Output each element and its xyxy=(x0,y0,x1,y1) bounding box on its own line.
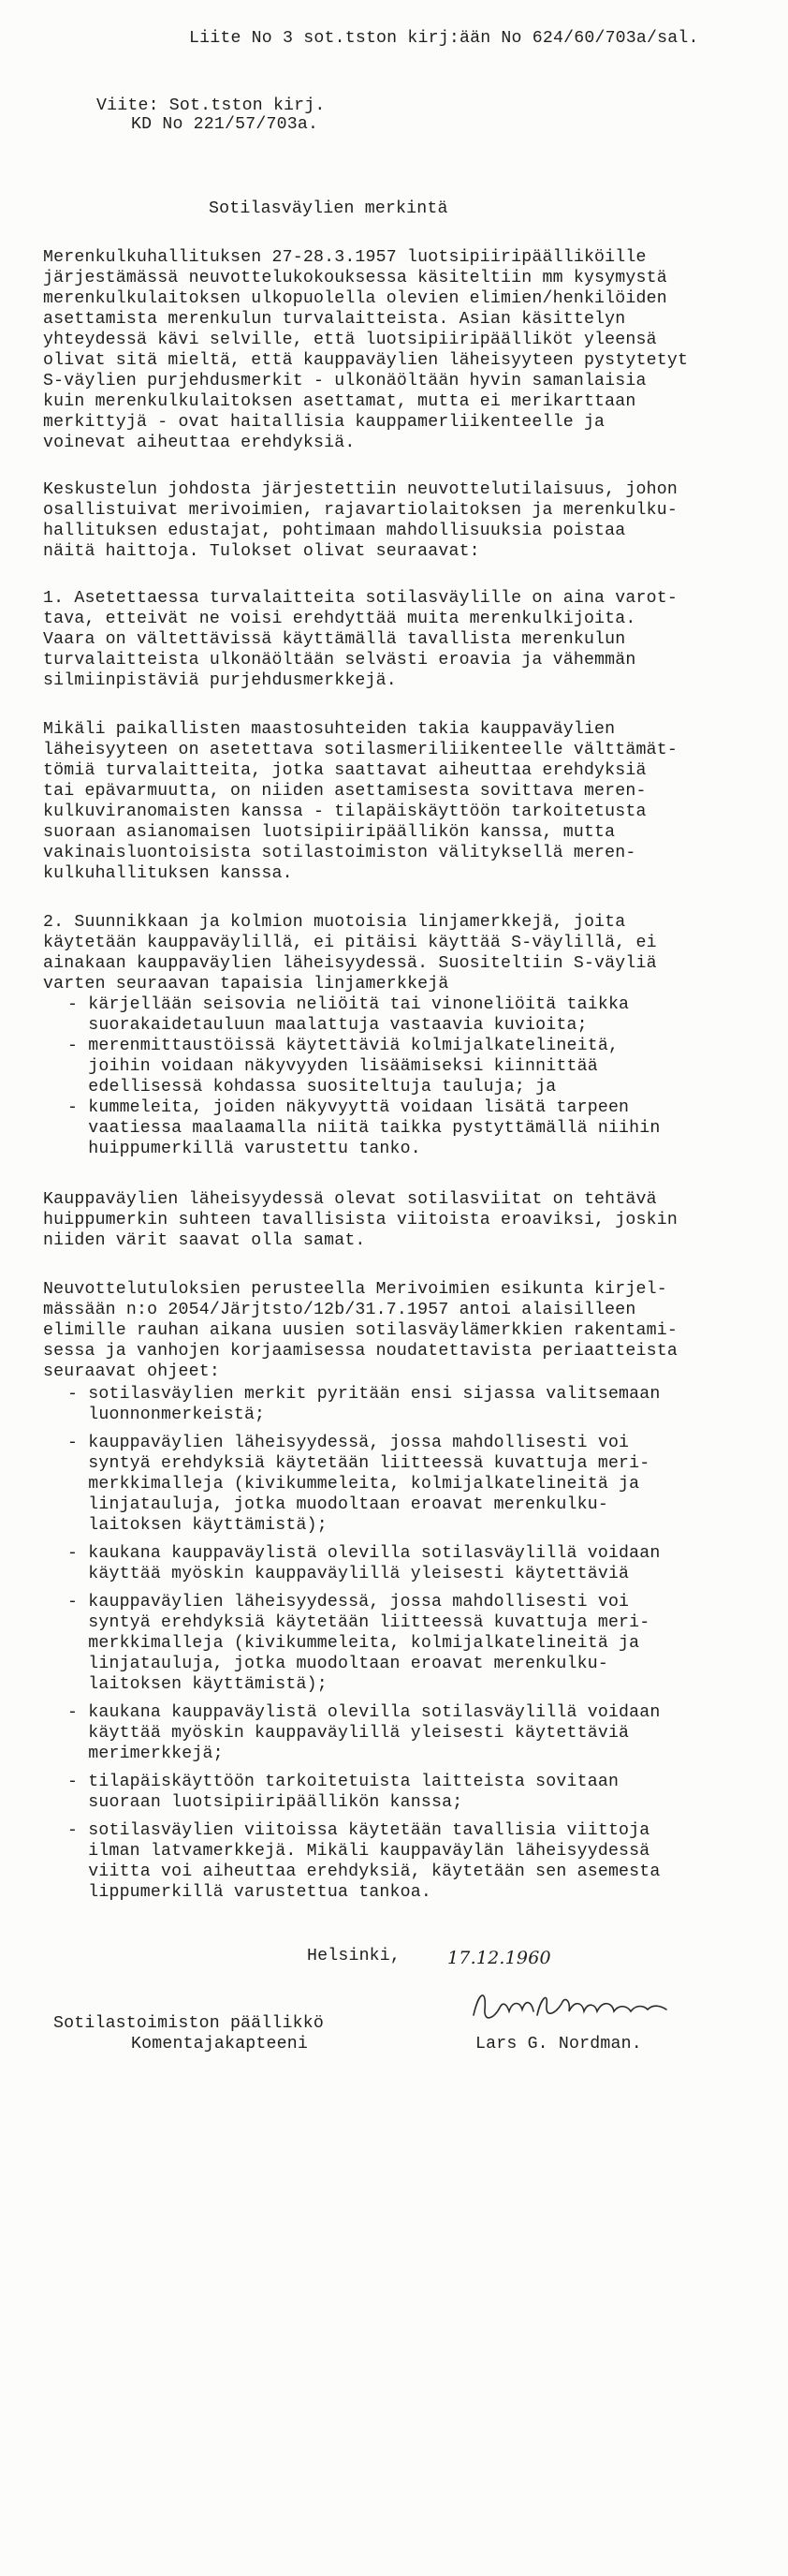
reference-number: KD No 221/57/703a. xyxy=(131,115,319,134)
list-item: - kummeleita, joiden näkyvyyttä voidaan lisätä tarpeen xyxy=(67,1098,630,1117)
list-item: merkkimalleja (kivikummeleita, kolmijalkatelineitä ja xyxy=(67,1634,640,1653)
list-item: edellisessä kohdassa suositeltuja tauluja; ja xyxy=(67,1078,557,1097)
text-line: Mikäli paikallisten maastosuhteiden takia kauppaväylien xyxy=(43,720,616,739)
text-line: kuin merenkulkulaitoksen asettamat, mutta ei merikarttaan xyxy=(43,392,636,411)
list-item: laitoksen käyttämistä); xyxy=(67,1675,328,1694)
text-line: vakinaisluontoisista sotilastoimiston välityksellä meren- xyxy=(43,844,636,862)
text-line: huippumerkin suhteen tavallisista viitoista eroaviksi, joskin xyxy=(43,1211,678,1229)
list-item: ilman latvamerkkejä. Mikäli kauppaväylän läheisyydessä xyxy=(67,1842,650,1861)
list-item: suorakaidetauluun maalattuja vastaavia kuvioita; xyxy=(67,1016,588,1035)
list-item: käyttää myöskin kauppaväylillä yleisesti käytettäviä xyxy=(67,1724,630,1743)
handwritten-signature xyxy=(466,1981,700,2032)
text-line: Kauppaväylien läheisyydessä olevat sotilasviitat on tehtävä xyxy=(43,1190,657,1209)
text-line: käytetään kauppaväylillä, ei pitäisi käyttää S-väylillä, ei xyxy=(43,934,657,952)
list-item: syntyä erehdyksiä käytetään liitteessä kuvattuja meri- xyxy=(67,1613,650,1632)
text-line: tömiä turvalaitteita, jotka saattavat aiheuttaa erehdyksiä xyxy=(43,761,647,780)
text-line: järjestämässä neuvottelukokouksessa käsiteltiin mm kysymystä xyxy=(43,269,667,287)
text-line: mässään n:o 2054/Järjtsto/12b/31.7.1957 antoi alaisilleen xyxy=(43,1301,636,1319)
text-line: läheisyyteen on asetettava sotilasmeriliikenteelle välttämät- xyxy=(43,741,678,759)
text-line: niiden värit saavat olla samat. xyxy=(43,1231,366,1250)
list-item: - sotilasväylien merkit pyritään ensi sijassa valitsemaan xyxy=(67,1385,661,1404)
text-line: Keskustelun johdosta järjestettiin neuvottelutilaisuus, johon xyxy=(43,480,678,499)
text-line: seuraavat ohjeet: xyxy=(43,1362,220,1381)
list-item: merimerkkejä; xyxy=(67,1744,224,1763)
list-item: laitoksen käyttämistä); xyxy=(67,1516,328,1535)
list-item: - kaukana kauppaväylistä olevilla sotilasväylillä voidaan xyxy=(67,1703,661,1722)
text-line: Neuvottelutuloksien perusteella Merivoimien esikunta kirjel- xyxy=(43,1280,667,1299)
text-line: merenkulkulaitoksen ulkopuolella olevien elimien/henkilöiden xyxy=(43,289,667,308)
list-item: - kaukana kauppaväylistä olevilla sotilasväylillä voidaan xyxy=(67,1544,661,1563)
list-item: merkkimalleja (kivikummeleita, kolmijalkatelineitä ja xyxy=(67,1475,640,1494)
text-line: hallituksen edustajat, pohtimaan mahdollisuuksia poistaa xyxy=(43,522,626,540)
list-item: vaatiessa maalaamalla niitä taikka pystyttämällä niihin xyxy=(67,1119,661,1138)
text-line: silmiinpistäviä purjehdusmerkkejä. xyxy=(43,671,397,690)
place-label: Helsinki, xyxy=(307,1947,401,1965)
text-line: osallistuivat merivoimien, rajavartiolaitoksen ja merenkulku- xyxy=(43,501,678,520)
text-line: Merenkulkuhallituksen 27-28.3.1957 luotsipiiripäälliköille xyxy=(43,248,647,267)
document-title: Sotilasväylien merkintä xyxy=(209,199,448,218)
list-item: joihin voidaan näkyvyyden lisäämiseksi kiinnittää xyxy=(67,1057,598,1076)
signer-name: Lars G. Nordman. xyxy=(475,2035,642,2053)
text-line: S-väylien purjehdusmerkit - ulkonäöltään hyvin samanlaisia xyxy=(43,372,647,390)
text-line: 1. Asetettaessa turvalaitteita sotilasväylille on aina varot- xyxy=(43,589,678,608)
list-item: - merenmittaustöissä käytettäviä kolmijalkatelineitä, xyxy=(67,1037,620,1055)
list-item: viitta voi aiheuttaa erehdyksiä, käytetään sen asemesta xyxy=(67,1862,661,1881)
attachment-reference: Liite No 3 sot.tston kirj:ään No 624/60/703a/sal. xyxy=(189,29,699,48)
text-line: sessa ja vanhojen korjaamisessa noudatettavista periaatteista xyxy=(43,1342,678,1361)
list-item: syntyä erehdyksiä käytetään liitteessä kuvattuja meri- xyxy=(67,1454,650,1473)
list-item: huippumerkillä varustettu tanko. xyxy=(67,1140,421,1158)
text-line: elimille rauhan aikana uusien sotilasväylämerkkien rakentami- xyxy=(43,1321,678,1340)
text-line: kulkuhallituksen kanssa. xyxy=(43,864,293,883)
text-line: tava, etteivät ne voisi erehdyttää muita merenkulkijoita. xyxy=(43,610,636,628)
text-line: merkittyjä - ovat haitallisia kauppamerliikenteelle ja xyxy=(43,413,606,432)
signer-role: Sotilastoimiston päällikkö xyxy=(53,2014,324,2033)
text-line: turvalaitteista ulkonäöltään selvästi eroavia ja vähemmän xyxy=(43,651,636,670)
list-item: linjatauluja, jotka muodoltaan eroavat merenkulku- xyxy=(67,1655,608,1673)
list-item: - sotilasväylien viitoissa käytetään tavallisia viittoja xyxy=(67,1821,650,1840)
signer-rank: Komentajakapteeni xyxy=(131,2035,308,2053)
text-line: tai epävarmuutta, on niiden asettamisesta sovittava meren- xyxy=(43,782,647,801)
list-item: - kauppaväylien läheisyydessä, jossa mahdollisesti voi xyxy=(67,1434,630,1452)
list-item: lippumerkillä varustettua tankoa. xyxy=(67,1883,431,1902)
text-line: voinevat aiheuttaa erehdyksiä. xyxy=(43,434,356,452)
text-line: varten seuraavan tapaisia linjamerkkejä xyxy=(43,975,449,994)
list-item: käyttää myöskin kauppaväylillä yleisesti käytettäviä xyxy=(67,1565,630,1583)
list-item: luonnonmerkeistä; xyxy=(67,1406,266,1424)
date-handwritten: 17.12.1960 xyxy=(447,1948,551,1968)
text-line: asettamista merenkulun turvalaitteista. Asian käsittelyn xyxy=(43,310,626,329)
text-line: suoraan asianomaisen luotsipiiripäällikön kanssa, mutta xyxy=(43,823,616,842)
list-item: - tilapäiskäyttöön tarkoitetuista laitteista sovitaan xyxy=(67,1773,620,1791)
text-line: olivat sitä mieltä, että kauppaväylien läheisyyteen pystytetyt xyxy=(43,351,689,370)
list-item: suoraan luotsipiiripäällikön kanssa; xyxy=(67,1793,463,1812)
list-item: linjatauluja, jotka muodoltaan eroavat merenkulku- xyxy=(67,1495,608,1514)
text-line: näitä haittoja. Tulokset olivat seuraavat: xyxy=(43,542,480,561)
text-line: Vaara on vältettävissä käyttämällä tavallista merenkulun xyxy=(43,630,626,649)
reference-label: Viite: Sot.tston kirj. xyxy=(96,96,326,115)
text-line: kulkuviranomaisten kanssa - tilapäiskäyttöön tarkoitetusta xyxy=(43,802,647,821)
text-line: ainakaan kauppaväylien läheisyydessä. Suositeltiin S-väyliä xyxy=(43,954,657,973)
text-line: 2. Suunnikkaan ja kolmion muotoisia linjamerkkejä, joita xyxy=(43,913,626,932)
text-line: yhteydessä kävi selville, että luotsipiiripäälliköt yleensä xyxy=(43,331,657,349)
list-item: - kärjellään seisovia neliöitä tai vinoneliöitä taikka xyxy=(67,995,630,1014)
list-item: - kauppaväylien läheisyydessä, jossa mahdollisesti voi xyxy=(67,1593,630,1612)
